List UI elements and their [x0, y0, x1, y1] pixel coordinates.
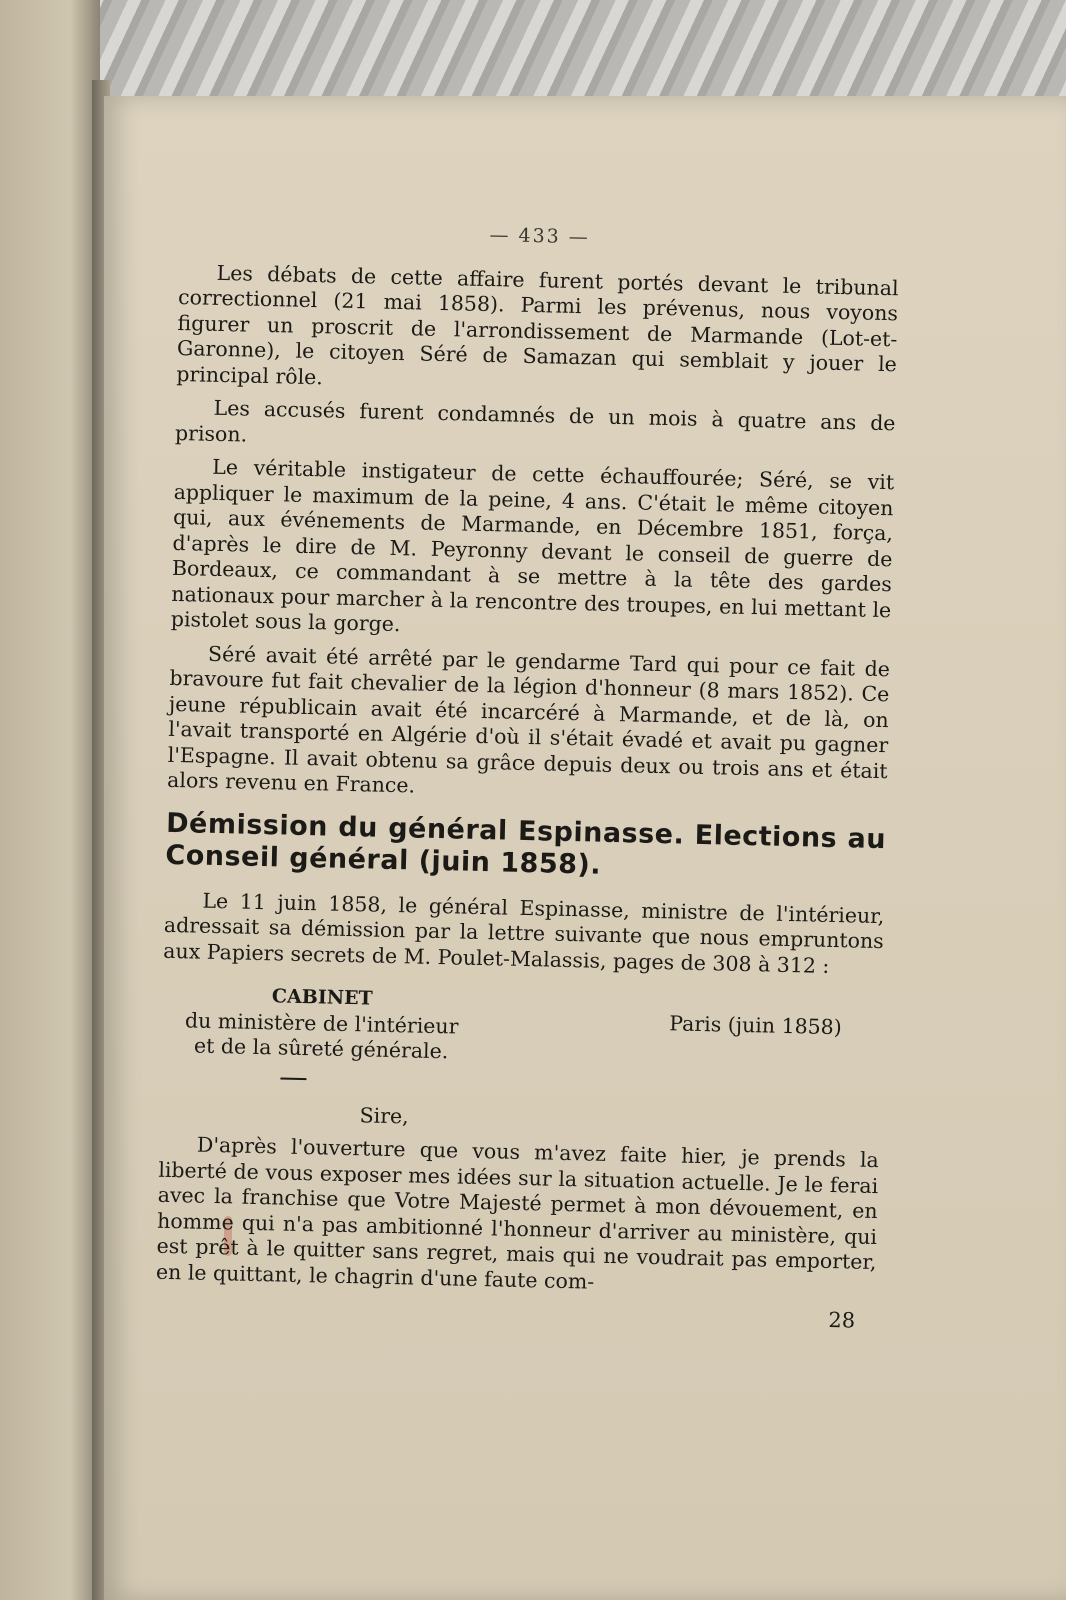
- letterhead-cabinet: CABINET: [271, 985, 373, 1010]
- paragraph: Séré avait été arrêté par le gendarme Tard qui pour ce fait de bravoure fut fait chevalier de la légion d'honneur (8 mars 1852). Ce jeune républicain avait été incarcéré à Marmande, et de là, on l'avait transporté en Algérie d'où il s'était évadé et avait pu gagner l'Espagne. Il avait obtenu sa grâce depuis deux ou trois ans et était alors revenu en France.: [166, 641, 891, 798]
- paragraph: Les accusés furent condamnés de un mois à quatre ans de prison.: [174, 395, 896, 447]
- page-number-top: — 433 —: [489, 224, 591, 249]
- page-number-bottom: 28: [828, 1307, 856, 1333]
- separator-dash: [280, 1077, 306, 1080]
- paragraph: Le véritable instigateur de cette échauffourée; Séré, se vit appliquer le maximum de la peine, 4 ans. C'était le même citoyen qui, aux événements de Marmande, en Décembre 1851, força, d'après le dire de M. Peyronny devant le conseil de guerre de Bordeaux, ce commandant à se mettre à la tête des gardes nationaux pour marcher à la rencontre des troupes, en lui mettant le pistolet sous la gorge.: [170, 454, 895, 637]
- letterhead-line: du ministère de l'intérieur: [184, 1007, 459, 1039]
- section-heading: Démission du général Espinasse. Elections au Conseil général (juin 1858).: [165, 807, 887, 881]
- page-text: [155, 216, 900, 1335]
- letterhead-line: et de la sûreté générale.: [193, 1033, 449, 1064]
- facing-page-edge: [0, 0, 100, 1600]
- letterhead: [160, 982, 882, 1093]
- book-page: [104, 96, 1066, 1600]
- paragraph: Les débats de cette affaire furent portés devant le tribunal correctionnel (21 mai 1858). Parmi les prévenus, nous voyons figurer un proscrit de l'arrondissement de Marmande (Lot-et-Garonne), le citoyen Séré de Samazan qui semblait y jouer le principal rôle.: [176, 260, 899, 389]
- intro-paragraph: Le 11 juin 1858, le général Espinasse, ministre de l'intérieur, adressait sa démission par la lettre suivante que nous empruntons aux Papiers secrets de M. Poulet-Malassis, pages de 308 à 312 :: [163, 888, 885, 978]
- letterhead-sender: [160, 982, 482, 1084]
- letter-place-date: Paris (juin 1858): [669, 1011, 843, 1040]
- letter-body: D'après l'ouverture que vous m'avez faite hier, je prends la liberté de vous exposer mes idées sur la situation actuelle. Je le ferai avec la franchise que Votre Majesté permet à mon dévouement, en homme qui n'a pas ambitionné l'honneur d'arriver au ministère, qui est prêt à le quitter sans regret, mais qui ne voudrait pas emporter, en le quittant, le chagrin d'une faute com-: [155, 1132, 880, 1294]
- letter-salutation: Sire,: [359, 1102, 409, 1128]
